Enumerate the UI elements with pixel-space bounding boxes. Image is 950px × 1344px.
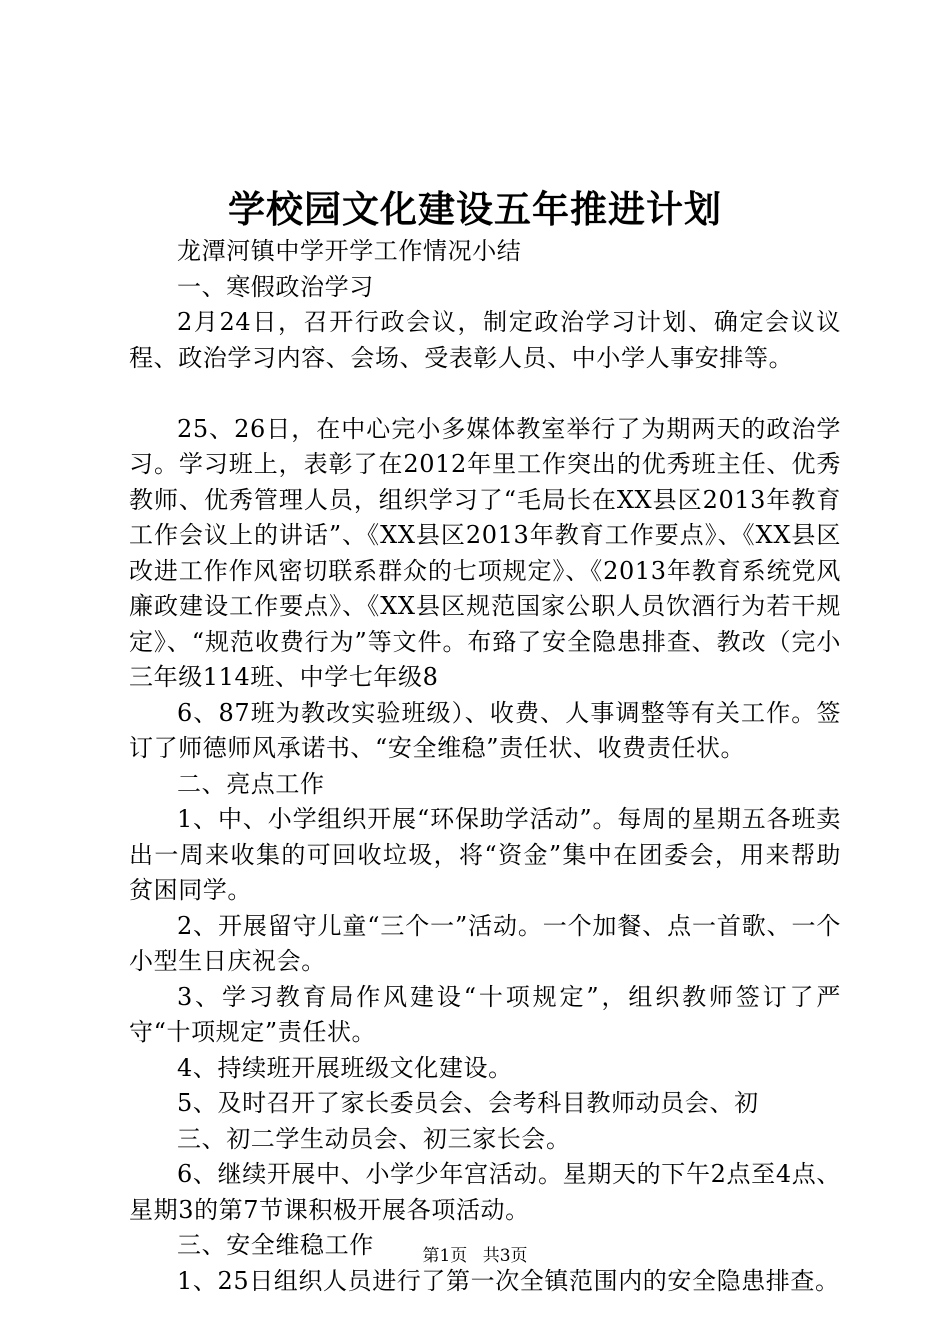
page-total: 共3页	[482, 1246, 528, 1266]
paragraph: 6、继续开展中、小学少年宫活动。星期天的下午2点至4点、星期3的第7节课积极开展各项活动。	[129, 1160, 841, 1224]
paragraph-subtitle: 龙潭河镇中学开学工作情况小结	[177, 237, 522, 265]
paragraph: 2、开展留守儿童“三个一”活动。一个加餐、点一首歌、一个小型生日庆祝会。	[129, 911, 841, 975]
document-title: 学校园文化建设五年推进计划	[228, 187, 722, 231]
paragraph: 1、中、小学组织开展“环保助学活动”。每周的星期五各班卖出一周来收集的可回收垃圾，将“资金”集中在团委会，用来帮助贫困同学。	[129, 805, 841, 904]
paragraph: 6、87班为教改实验班级）、收费、人事调整等有关工作。签订了师德师风承诺书、“安全维稳”责任状、收费责任状。	[129, 698, 841, 762]
paragraph: 3、学习教育局作风建设“十项规定”，组织教师签订了严守“十项规定”责任状。	[129, 982, 841, 1046]
page-footer	[0, 1244, 950, 1268]
paragraph: 25、26日，在中心完小多媒体教室举行了为期两天的政治学习。学习班上，表彰了在2012年里工作突出的优秀班主任、优秀教师、优秀管理人员，组织学习了“毛局长在XX县区2013年教育工作会议上的讲话”、《XX县区2013年教育工作要点》、《XX县区改进工作作风密切联系群众的七项规定》、《2013年教育系统党风廉政建设工作要点》、《XX县区规范国家公职人员饮酒行为若干规定》、“规范收费行为”等文件。布臵了安全隐患排查、教改（完小三年级114班、中学七年级8	[129, 414, 841, 691]
paragraph: 2月24日，召开行政会议，制定政治学习计划、确定会议议程、政治学习内容、会场、受表彰人员、中小学人事安排等。	[129, 308, 841, 372]
paragraph: 4、持续班开展班级文化建设。	[177, 1053, 513, 1082]
paragraph: 三、初二学生动员会、初三家长会。	[177, 1124, 571, 1153]
paragraph-section-heading: 二、亮点工作	[177, 769, 325, 798]
page-number: 第1页	[422, 1246, 468, 1266]
paragraph: 5、及时召开了家长委员会、会考科目教师动员会、初	[177, 1089, 759, 1117]
paragraph-section-heading: 一、寒假政治学习	[177, 272, 374, 301]
paragraph-section-heading: 三、安全维稳工作	[177, 1231, 374, 1259]
paragraph: 1、25日组织人员进行了第一次全镇范围内的安全隐患排查。	[177, 1266, 840, 1295]
document-body	[129, 234, 841, 1299]
